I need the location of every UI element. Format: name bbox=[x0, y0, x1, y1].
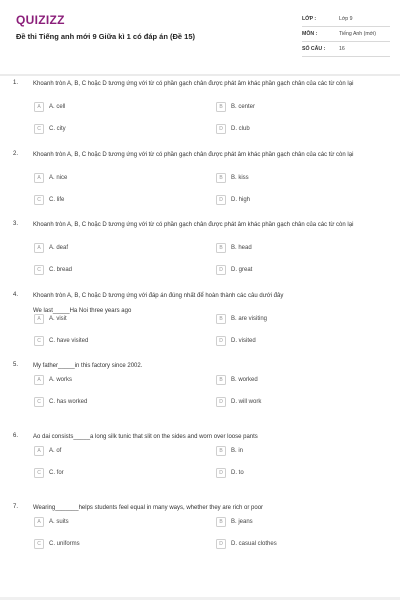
option-label: B. center bbox=[231, 104, 256, 110]
option-letter-box[interactable]: A bbox=[34, 446, 44, 456]
option-label: C. uniforms bbox=[49, 540, 80, 547]
option-label: A. nice bbox=[49, 174, 68, 181]
answer-option-c[interactable] bbox=[34, 265, 72, 275]
question-item bbox=[0, 429, 400, 500]
answer-option-d[interactable] bbox=[216, 336, 256, 346]
question-number: 4. bbox=[13, 291, 19, 298]
answer-option-b[interactable] bbox=[216, 517, 253, 527]
question-list bbox=[0, 76, 400, 570]
question-number: 7. bbox=[13, 503, 19, 510]
option-label: B. worked bbox=[231, 377, 258, 384]
option-label: A. deaf bbox=[49, 245, 69, 252]
option-letter-box[interactable]: D bbox=[216, 265, 226, 275]
question-item bbox=[0, 358, 400, 429]
option-label: A. suits bbox=[49, 518, 69, 525]
question-text: Ao dai consists_____a long silk tunic that slit on the sides and worn over loose pants bbox=[33, 433, 258, 440]
answer-option-a[interactable] bbox=[34, 102, 65, 112]
option-label: B. jeans bbox=[231, 518, 253, 525]
option-letter-box[interactable]: D bbox=[216, 468, 226, 478]
question-text: Khoanh tròn A, B, C hoặc D tương ứng với đáp án đúng nhất để hoàn thành các câu dưới đây bbox=[33, 292, 284, 299]
answer-option-a[interactable] bbox=[34, 375, 72, 385]
option-letter-box[interactable]: A bbox=[34, 375, 44, 385]
answer-option-c[interactable] bbox=[34, 539, 80, 549]
answer-option-c[interactable] bbox=[34, 468, 64, 478]
answer-option-a[interactable] bbox=[34, 517, 69, 527]
question-text: My father_____in this factory since 2002. bbox=[33, 363, 143, 370]
answer-option-b[interactable] bbox=[216, 173, 249, 183]
option-label: A. of bbox=[49, 447, 62, 454]
page-header bbox=[0, 0, 400, 70]
option-letter-box[interactable]: B bbox=[216, 173, 226, 183]
question-number: 5. bbox=[13, 362, 19, 369]
option-label: D. casual clothes bbox=[231, 540, 277, 547]
option-label: D. will work bbox=[231, 399, 262, 406]
meta-row-count bbox=[302, 42, 390, 57]
option-letter-box[interactable]: C bbox=[34, 539, 44, 549]
question-item bbox=[0, 500, 400, 571]
question-text: Khoanh tròn A, B, C hoặc D tương ứng với từ có phần gạch chân được phát âm khác phần gạch chân của các từ còn lại bbox=[33, 81, 354, 87]
question-item bbox=[0, 76, 400, 147]
option-letter-box[interactable]: A bbox=[34, 173, 44, 183]
option-letter-box[interactable]: C bbox=[34, 397, 44, 407]
question-sentence: We last_____Ha Noi three years ago bbox=[33, 307, 132, 314]
meta-row-subject bbox=[302, 27, 390, 42]
question-number: 1. bbox=[13, 80, 19, 86]
option-letter-box[interactable]: C bbox=[34, 336, 44, 346]
option-label: B. are visiting bbox=[231, 315, 268, 322]
option-letter-box[interactable]: B bbox=[216, 102, 226, 112]
option-label: D. to bbox=[231, 469, 244, 476]
option-letter-box[interactable]: A bbox=[34, 102, 44, 112]
question-item bbox=[0, 147, 400, 218]
answer-option-d[interactable] bbox=[216, 124, 250, 134]
quiz-meta-table bbox=[302, 12, 390, 57]
answer-option-d[interactable] bbox=[216, 195, 250, 205]
question-text: Wearing_______helps students feel equal in many ways, whether they are rich or poor bbox=[33, 504, 264, 511]
answer-option-b[interactable] bbox=[216, 446, 243, 456]
quizizz-logo: QUIZIZZ bbox=[16, 13, 65, 27]
option-letter-box[interactable]: B bbox=[216, 375, 226, 385]
question-number: 6. bbox=[13, 432, 19, 439]
question-item bbox=[0, 217, 400, 288]
answer-option-c[interactable] bbox=[34, 124, 66, 134]
answer-option-c[interactable] bbox=[34, 195, 64, 205]
option-letter-box[interactable]: B bbox=[216, 243, 226, 253]
option-letter-box[interactable]: D bbox=[216, 539, 226, 549]
option-letter-box[interactable]: A bbox=[34, 314, 44, 324]
option-label: C. have visited bbox=[49, 337, 89, 344]
answer-option-b[interactable] bbox=[216, 314, 267, 324]
question-number: 2. bbox=[13, 150, 19, 157]
answer-option-d[interactable] bbox=[216, 468, 244, 478]
option-letter-box[interactable]: B bbox=[216, 517, 226, 527]
meta-row-grade bbox=[302, 12, 390, 27]
answer-option-a[interactable] bbox=[34, 314, 67, 324]
option-letter-box[interactable]: D bbox=[216, 124, 226, 134]
question-text: Khoanh tròn A, B, C hoặc D tương ứng với từ có phần gạch chân được phát âm khác phần gạch chân của các từ còn lại bbox=[33, 222, 354, 229]
option-label: A. visit bbox=[49, 315, 67, 322]
option-label: C. bread bbox=[49, 267, 73, 274]
answer-option-b[interactable] bbox=[216, 243, 252, 253]
answer-option-a[interactable] bbox=[34, 243, 68, 253]
answer-option-d[interactable] bbox=[216, 539, 277, 549]
option-letter-box[interactable]: D bbox=[216, 195, 226, 205]
option-label: D. visited bbox=[231, 337, 256, 344]
option-label: C. for bbox=[49, 469, 64, 476]
meta-key: SỐ CÂU : bbox=[302, 46, 326, 52]
answer-option-a[interactable] bbox=[34, 446, 61, 456]
option-letter-box[interactable]: B bbox=[216, 314, 226, 324]
page-title: Đề thi Tiếng anh mới 9 Giữa kì 1 có đáp án (Đề 15) bbox=[16, 32, 196, 41]
option-label: B. head bbox=[231, 245, 252, 252]
option-letter-box[interactable]: C bbox=[34, 468, 44, 478]
option-label: A. works bbox=[49, 377, 73, 384]
option-label: C. has worked bbox=[49, 399, 88, 406]
meta-value: 16 bbox=[339, 46, 345, 52]
option-letter-box[interactable]: C bbox=[34, 195, 44, 205]
option-letter-box[interactable]: C bbox=[34, 124, 44, 134]
option-letter-box[interactable]: A bbox=[34, 517, 44, 527]
question-item bbox=[0, 288, 400, 359]
answer-option-d[interactable] bbox=[216, 265, 252, 275]
meta-value: Lớp 9 bbox=[339, 16, 353, 22]
answer-option-d[interactable] bbox=[216, 397, 261, 407]
meta-key: LỚP : bbox=[302, 16, 317, 22]
option-label: B. in bbox=[231, 447, 244, 454]
question-number: 3. bbox=[13, 221, 19, 228]
option-label: A. cell bbox=[49, 104, 66, 110]
answer-option-b[interactable] bbox=[216, 102, 255, 112]
answer-option-c[interactable] bbox=[34, 397, 87, 407]
option-letter-box[interactable]: C bbox=[34, 265, 44, 275]
option-label: D. high bbox=[231, 196, 251, 203]
option-label: D. club bbox=[231, 126, 250, 132]
option-label: C. city bbox=[49, 126, 66, 132]
answer-option-b[interactable] bbox=[216, 375, 258, 385]
meta-key: MÔN : bbox=[302, 31, 318, 37]
option-letter-box[interactable]: D bbox=[216, 336, 226, 346]
question-text: Khoanh tròn A, B, C hoặc D tương ứng với từ có phần gạch chân được phát âm khác phần gạch chân của các từ còn lại bbox=[33, 151, 354, 158]
option-letter-box[interactable]: A bbox=[34, 243, 44, 253]
option-label: D. great bbox=[231, 267, 253, 274]
option-letter-box[interactable]: B bbox=[216, 446, 226, 456]
answer-option-c[interactable] bbox=[34, 336, 88, 346]
option-label: C. life bbox=[49, 196, 65, 203]
option-letter-box[interactable]: D bbox=[216, 397, 226, 407]
meta-value: Tiếng Anh (mới) bbox=[339, 31, 376, 37]
answer-option-a[interactable] bbox=[34, 173, 67, 183]
option-label: B. kiss bbox=[231, 174, 249, 181]
